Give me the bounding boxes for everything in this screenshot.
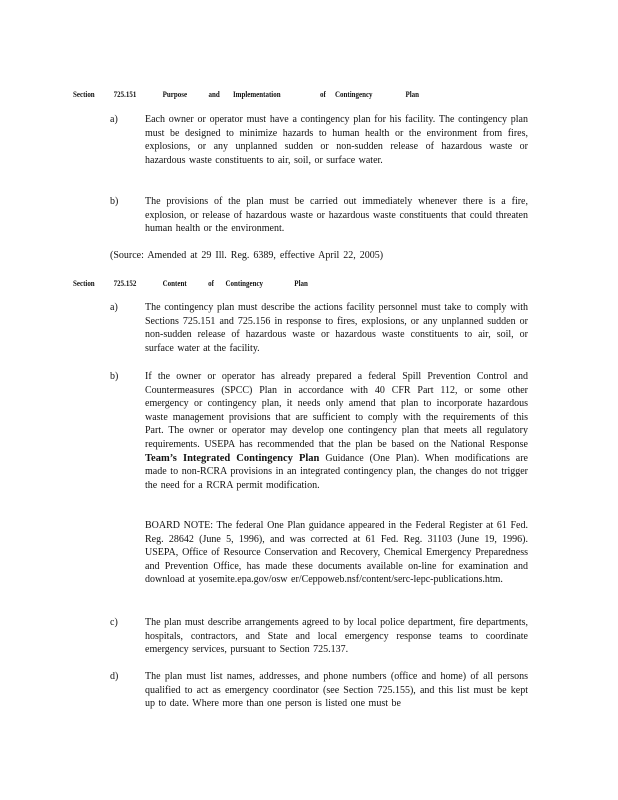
item-label-d: d) xyxy=(110,671,119,682)
section-title-word: Plan xyxy=(294,278,308,288)
section-title-word: Contingency xyxy=(334,89,373,99)
paragraph-152-a: The contingency plan must describe the actions facility personnel must take to comply with Sections 725.151 and 725.156 in response to fires, explosions, or any unplanned sudden or non-sudden release of hazardous waste or hazardous waste constituents to air, soil, or surface water at the facility. xyxy=(145,302,528,354)
section-title-word: of xyxy=(320,89,326,99)
source-note: (Source: Amended at 29 Ill. Reg. 6389, effective April 22, 2005) xyxy=(110,250,384,261)
paragraph-151-b: The provisions of the plan must be carried out immediately whenever there is a fire, explosion, or release of hazardous waste or hazardous waste constituents that could threaten human health or the environment. xyxy=(145,196,528,235)
section-title-word: Content xyxy=(162,278,187,288)
item-label-a: a) xyxy=(110,302,118,313)
section-heading-725-152 xyxy=(73,278,308,288)
section-title-word: and xyxy=(208,89,220,99)
section-heading-725-151 xyxy=(73,89,419,99)
section-title-word: Purpose xyxy=(162,89,188,99)
paragraph-text: Guidance (One Plan). When modifications are made to non-RCRA provisions in an integrated contingency plan, the changes do not trigger the need for a RCRA permit modification. xyxy=(145,452,529,491)
section-number: 725.152 xyxy=(113,278,137,288)
paragraph-152-b xyxy=(145,370,528,492)
emphasized-title: Team’s Integrated Contingency Plan xyxy=(145,452,320,464)
paragraph-152-d: The plan must list names, addresses, and phone numbers (office and home) of all persons qualified to act as emergency coordinator (see Section 725.155), and this list must be kept up to date. Where more than one person is listed one must be xyxy=(145,671,528,710)
section-title-word: of xyxy=(208,278,214,288)
section-title-word: Plan xyxy=(405,89,420,99)
paragraph-text: If the owner or operator has already prepared a federal Spill Prevention Control and Countermeasures (SPCC) Plan in accordance with 40 CFR Part 112, or some other emergency or contingency plan, it needs only amend that plan to incorporate hazardous waste management provisions that are sufficient to comply with the requirements of this Part. The owner or operator may develop one contingency plan that meets all regulatory requirements. USEPA has recommended that the plan be based on the National Response xyxy=(145,371,528,450)
item-label-b: b) xyxy=(110,196,119,207)
section-number: 725.151 xyxy=(113,89,137,99)
section-label: Section xyxy=(73,278,95,288)
board-note: BOARD NOTE: The federal One Plan guidance appeared in the Federal Register at 61 Fed. Reg. 28642 (June 5, 1996), and was corrected at 61 Fed. Reg. 31103 (June 19, 1996). USEPA, Office of Resource Conservation and Recovery, Chemical Emergency Preparedness and Prevention Office, has made these documents available on-line for examination and download at yosemite.epa.gov/osw er/Ceppoweb.nsf/content/serc-lepc-publications.htm. xyxy=(145,520,528,586)
item-label-c: c) xyxy=(110,617,118,628)
section-label: Section xyxy=(73,89,95,99)
paragraph-151-a: Each owner or operator must have a contingency plan for his facility. The contingency plan must be designed to minimize hazards to human health or the environment from fires, explosions, or any unplanned sudden or non-sudden release of hazardous waste or hazardous waste constituents to air, soil, or surface water. xyxy=(145,114,528,166)
item-label-a: a) xyxy=(110,114,118,125)
section-title-word: Contingency xyxy=(225,278,264,288)
item-label-b: b) xyxy=(110,371,119,382)
paragraph-152-c: The plan must describe arrangements agreed to by local police department, fire departments, hospitals, contractors, and State and local emergency response teams to coordinate emergency services, pursuant to Section 725.137. xyxy=(145,617,528,656)
section-title-word: Implementation xyxy=(232,89,281,99)
